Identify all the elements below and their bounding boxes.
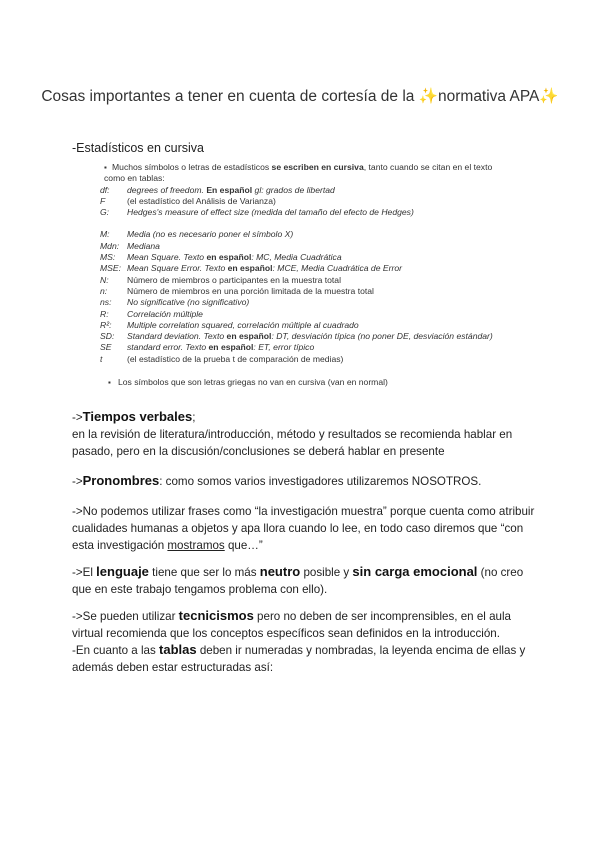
bullet-icon: ▪: [108, 378, 111, 388]
definition-row: [100, 309, 500, 320]
definition-description: Media (no es necesario poner el símbolo X): [127, 229, 294, 240]
definition-row: [100, 252, 500, 263]
definition-description: Mediana: [127, 240, 160, 251]
definition-row: [100, 207, 500, 218]
definition-row: [100, 185, 500, 196]
definition-symbol: ns:: [100, 297, 112, 308]
definition-symbol: MS:: [100, 252, 116, 263]
definition-symbol: R²:: [100, 319, 112, 330]
definition-description: degrees of freedom. En español gl: grados de libertad: [127, 184, 335, 195]
definition-row: [100, 286, 500, 297]
definition-symbol: df:: [100, 184, 110, 195]
definition-description: Standard deviation. Texto en español: DT, desviación típica (no poner DE, desviación estándar): [127, 331, 493, 342]
definitions-spacer: [100, 218, 500, 229]
definition-description: (el estadístico de la prueba t de comparación de medias): [127, 353, 344, 364]
definition-symbol: N:: [100, 274, 109, 285]
definition-description: No significative (no significativo): [127, 297, 250, 308]
definition-row: [100, 342, 500, 353]
definition-description: Mean Square. Texto en español: MC, Media Cuadrática: [127, 252, 342, 263]
definition-symbol: SD:: [100, 331, 115, 342]
definition-symbol: R:: [100, 308, 109, 319]
definition-row: [100, 297, 500, 308]
definition-row: [100, 196, 500, 207]
section-heading-estadisticos: -Estadísticos en cursiva: [72, 141, 204, 155]
definitions-list: [100, 185, 500, 365]
definition-row: [100, 331, 500, 342]
definition-description: Hedges's measure of effect size (medida del tamaño del efecto de Hedges): [127, 207, 414, 218]
greek-letters-note: ▪ Los símbolos que son letras griegas no van en cursiva (van en normal): [108, 377, 388, 388]
paragraph-tablas: -En cuanto a las tablas deben ir numeradas y nombradas, la leyenda encima de ellas y además deben estar estructuradas así:: [72, 642, 526, 674]
definition-symbol: Mdn:: [100, 240, 120, 251]
definition-row: [100, 275, 500, 286]
definition-description: standard error. Texto en español: ET, error típico: [127, 342, 315, 353]
paragraph-pronombres: ->Pronombres: como somos varios investigadores utilizaremos NOSOTROS.: [72, 473, 482, 488]
definition-description: Mean Square Error. Texto en español: MCE, Media Cuadrática de Error: [127, 263, 402, 274]
definition-symbol: t: [100, 353, 103, 364]
paragraph-tecnicismos: ->Se pueden utilizar tecnicismos pero no deben de ser incomprensibles, en el aula virtual recomienda que los conceptos específicos sean definidos en la introducción.: [72, 608, 511, 640]
definition-row: [100, 354, 500, 365]
definition-description: Número de miembros en una porción limitada de la muestra total: [127, 285, 374, 296]
definition-description: Número de miembros o participantes en la muestra total: [127, 274, 341, 285]
definition-row: [100, 263, 500, 274]
paragraph-lenguaje: ->El lenguaje tiene que ser lo más neutro posible y sin carga emocional (no creo que en este trabajo tengamos problema con ello).: [72, 564, 524, 596]
definition-description: (el estadístico del Análisis de Varianza): [127, 195, 276, 206]
definition-symbol: SE: [100, 342, 112, 353]
definition-description: Correlación múltiple: [127, 308, 203, 319]
definition-symbol: M:: [100, 229, 110, 240]
definition-row: [100, 320, 500, 331]
definition-symbol: F: [100, 195, 106, 206]
definition-symbol: MSE:: [100, 263, 122, 274]
definition-description: Multiple correlation squared, correlación múltiple al cuadrado: [127, 319, 359, 330]
bullet-icon: ▪: [104, 163, 107, 172]
statistics-intro: ▪ Muchos símbolos o letras de estadísticos se escriben en cursiva, tanto cuando se citan en el texto como en tablas:: [104, 162, 493, 184]
definition-symbol: G:: [100, 207, 110, 218]
definition-row: [100, 241, 500, 252]
paragraph-tiempos-verbales: ->Tiempos verbales; en la revisión de literatura/introducción, método y resultados se recomienda hablar en pasado, pero en la discusión/conclusiones se deberá hablar en presente: [72, 409, 513, 458]
page-title: Cosas importantes a tener en cuenta de cortesía de la ✨normativa APA✨: [41, 88, 559, 105]
definition-row: [100, 229, 500, 240]
paragraph-frases: ->No podemos utilizar frases como “la investigación muestra” porque cuenta como atribuir cualidades humanas a objetos y apa llora cuando lo lee, en todo caso diremos que “con esta investigación mostramos que…”: [72, 505, 535, 552]
embedded-statistics-list: [100, 162, 500, 388]
definition-symbol: n:: [100, 285, 108, 296]
